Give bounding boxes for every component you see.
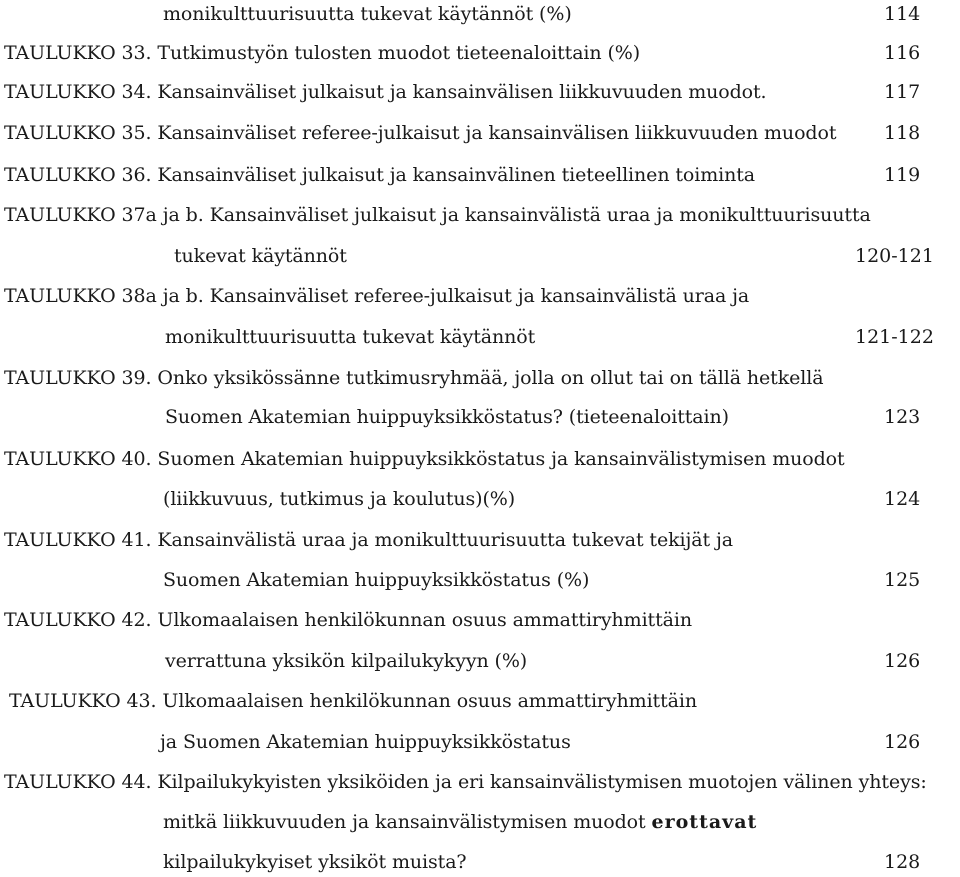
toc-entry-text: TAULUKKO 33. Tutkimustyön tulosten muodot tieteenaloittain (%) <box>4 42 641 64</box>
toc-entry-emphasis: erottavat <box>651 811 758 833</box>
toc-page-number: 121-122 <box>855 326 934 348</box>
toc-entry-text: TAULUKKO 43. Ulkomaalaisen henkilökunnan osuus ammattiryhmittäin <box>9 690 697 712</box>
toc-entry-text: TAULUKKO 41. Kansainvälistä uraa ja monikulttuurisuutta tukevat tekijät ja <box>4 529 734 551</box>
toc-entry-text: TAULUKKO 37a ja b. Kansainväliset julkaisut ja kansainvälistä uraa ja monikulttuurisuutta <box>4 204 871 226</box>
toc-entry-text: TAULUKKO 44. Kilpailukykyisten yksiköiden ja eri kansainvälistymisen muotojen välinen yhteys: <box>4 771 927 793</box>
toc-entry-continuation-text: mitkä liikkuvuuden ja kansainvälistymisen muodot <box>163 811 646 833</box>
toc-entry-continuation: Suomen Akatemian huippuyksikköstatus? (tieteenaloittain) <box>165 406 729 428</box>
toc-page-number: 119 <box>884 164 921 186</box>
toc-page-number: 125 <box>884 569 921 591</box>
toc-entry-continuation: kilpailukykyiset yksiköt muista? <box>163 851 467 873</box>
toc-entry-continuation: verrattuna yksikön kilpailukykyyn (%) <box>165 650 528 672</box>
toc-page-number: 114 <box>884 3 921 25</box>
toc-entry-continuation: Suomen Akatemian huippuyksikköstatus (%) <box>163 569 590 591</box>
toc-entry-continuation: tukevat käytännöt <box>174 245 347 267</box>
toc-entry-continuation: (liikkuvuus, tutkimus ja koulutus)(%) <box>163 488 516 510</box>
toc-entry-continuation: ja Suomen Akatemian huippuyksikköstatus <box>160 731 571 753</box>
toc-entry-continuation <box>163 810 757 834</box>
toc-page-number: 117 <box>884 81 921 103</box>
toc-page-number: 123 <box>884 406 921 428</box>
toc-entry-continuation: monikulttuurisuutta tukevat käytännöt <box>165 326 536 348</box>
toc-entry-text: monikulttuurisuutta tukevat käytännöt (%) <box>163 3 572 25</box>
toc-entry-text: TAULUKKO 42. Ulkomaalaisen henkilökunnan osuus ammattiryhmittäin <box>4 609 692 631</box>
toc-entry-text: TAULUKKO 39. Onko yksikössänne tutkimusryhmää, jolla on ollut tai on tällä hetkellä <box>4 367 824 389</box>
toc-page-number: 118 <box>884 122 921 144</box>
toc-page-number: 120-121 <box>855 245 934 267</box>
toc-entry-text: TAULUKKO 38a ja b. Kansainväliset referee-julkaisut ja kansainvälistä uraa ja <box>4 285 750 307</box>
toc-page-number: 126 <box>884 731 921 753</box>
toc-entry-text: TAULUKKO 34. Kansainväliset julkaisut ja kansainvälisen liikkuvuuden muodot. <box>4 81 767 103</box>
toc-entry-text: TAULUKKO 40. Suomen Akatemian huippuyksikköstatus ja kansainvälistymisen muodot <box>4 448 845 470</box>
toc-page-number: 128 <box>884 851 921 873</box>
toc-page-number: 116 <box>884 42 921 64</box>
toc-entry-text: TAULUKKO 35. Kansainväliset referee-julkaisut ja kansainvälisen liikkuvuuden muodot <box>4 122 837 144</box>
toc-page-number: 124 <box>884 488 921 510</box>
toc-page-number: 126 <box>884 650 921 672</box>
toc-entry-text: TAULUKKO 36. Kansainväliset julkaisut ja kansainvälinen tieteellinen toiminta <box>4 164 756 186</box>
